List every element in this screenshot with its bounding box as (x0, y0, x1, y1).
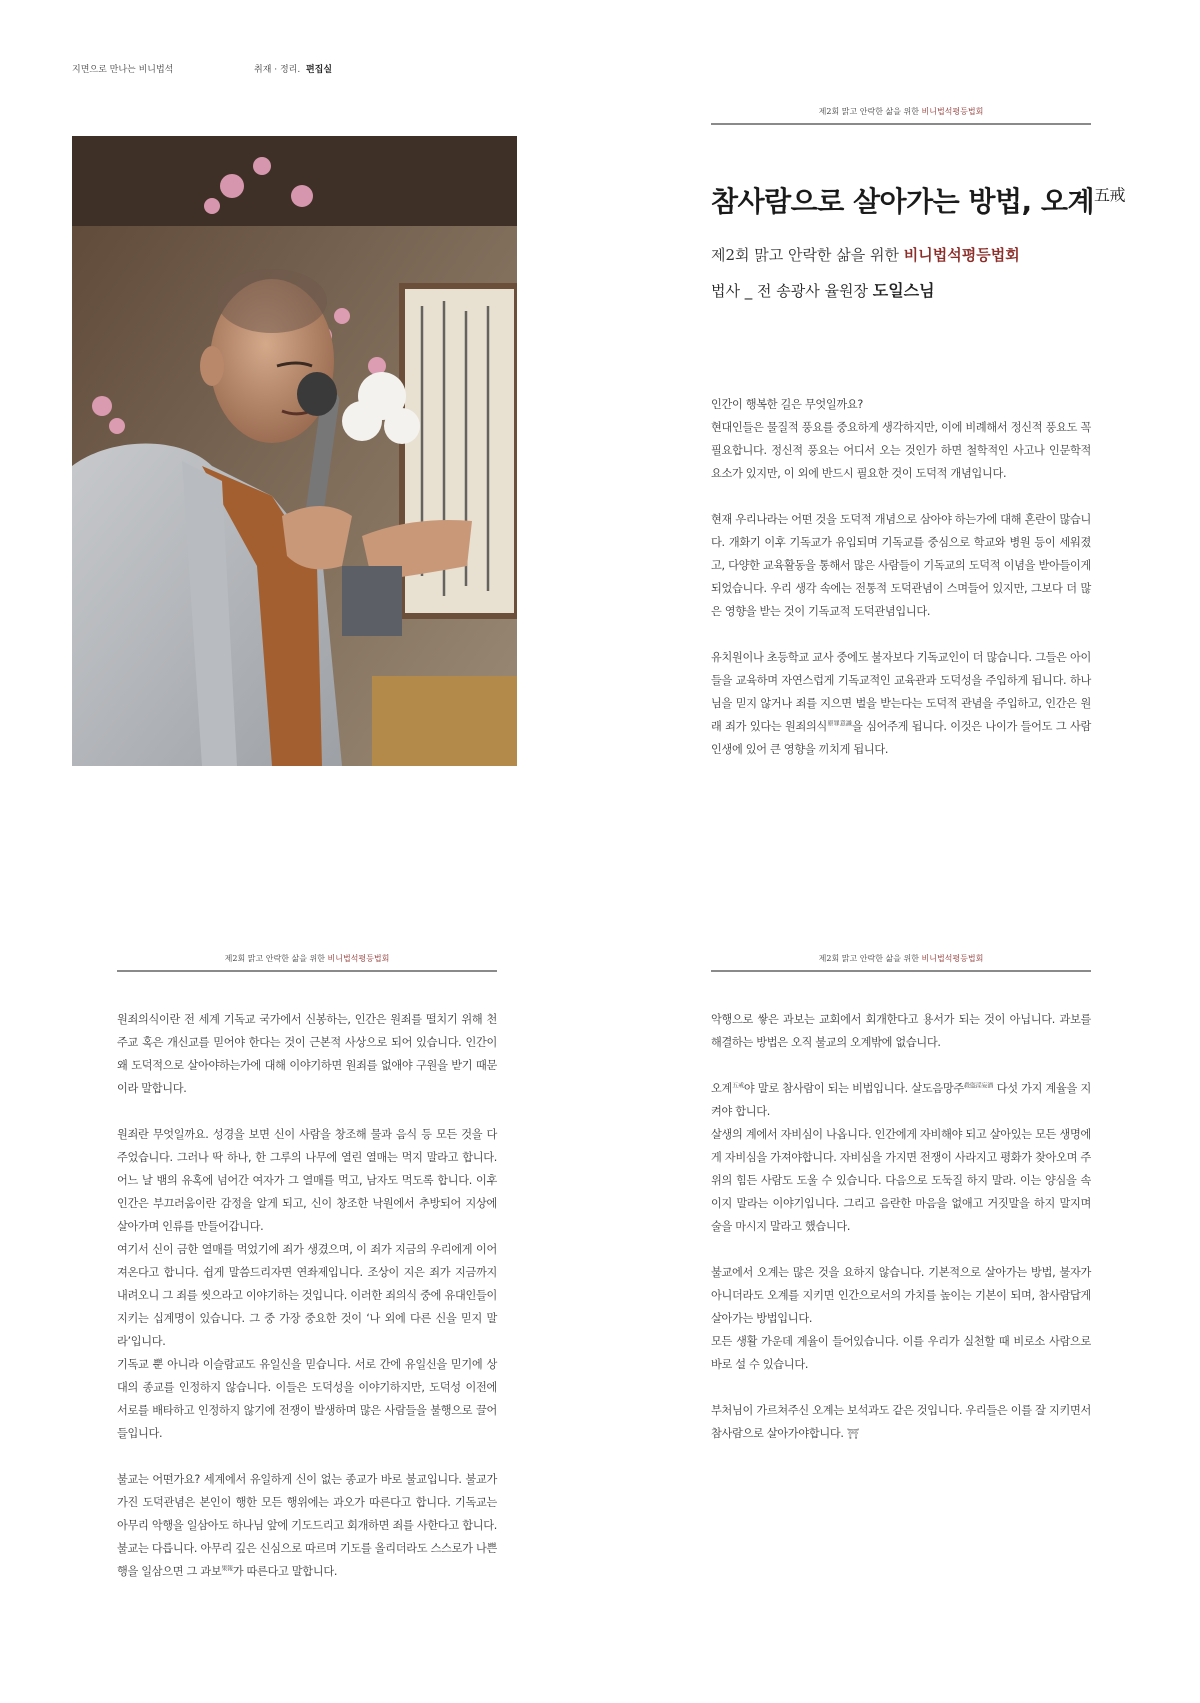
hanja-annotation: 五戒 (732, 1082, 744, 1090)
body-column-3 (711, 1008, 1091, 1446)
body-column-2 (117, 1008, 497, 1583)
body-column-1 (711, 393, 1091, 761)
paragraph (711, 646, 1091, 761)
end-mark-icon: ⛩ (846, 1429, 860, 1440)
credit-name: 편집실 (305, 65, 333, 75)
paragraph: 원죄란 무엇일까요. 성경을 보면 신이 사람을 창조해 물과 음식 등 모든 것을 다 주었습니다. 그러나 딱 하나, 한 그루의 나무에 열린 열매는 먹지 말라고 합니다. 어느 날 뱀의 유혹에 넘어간 여자가 그 열매를 먹고, 남자도 먹도록 합니다. 이후 인간은 부끄러움이란 감정을 알게 되고, 신이 창조한 낙원에서 추방되어 지상에 살아가며 인류를 만들어갑니다. (117, 1128, 497, 1233)
running-head-prefix: 제2회 맑고 안락한 삶을 위한 (818, 954, 919, 963)
subtitle-accent: 비니법석평등법회 (903, 246, 1020, 264)
running-head-accent: 비니법석평등법회 (327, 954, 390, 963)
hanja-annotation: 果報 (221, 1565, 233, 1573)
paragraph-text: 을 심어주게 됩니다. 이것은 나이가 들어도 그 사람 인생에 있어 큰 영향을 끼치게 됩니다. (711, 720, 1091, 756)
paragraph-text: 오계 (711, 1082, 733, 1095)
paragraph-text: 다섯 가지 계율을 지켜야 합니다. (711, 1082, 1091, 1118)
running-head-prefix: 제2회 맑고 안락한 삶을 위한 (224, 954, 325, 963)
credit-prefix: 취재 · 정리. (254, 65, 301, 75)
paragraph: 기독교 뿐 아니라 이슬람교도 유일신을 믿습니다. 서로 간에 유일신을 믿기에 상대의 종교를 인정하지 않습니다. 이들은 도덕성을 이야기하지만, 도덕성 이전에 서로를 배타하고 인정하지 않기에 전쟁이 발생하며 많은 사람들을 불행으로 끌어들입니다. (117, 1358, 497, 1440)
running-head-prefix: 제2회 맑고 안락한 삶을 위한 (818, 107, 919, 116)
paragraph-text: 가 따른다고 말합니다. (232, 1565, 338, 1578)
running-head (711, 953, 1091, 972)
running-head (711, 106, 1091, 125)
monk-lecture-illustration (72, 136, 517, 766)
hanja-annotation: 原罪意識 (827, 720, 852, 728)
running-head-accent: 비니법석평등법회 (921, 954, 984, 963)
paragraph-text: 야 말로 참사람이 되는 비법입니다. 살도음망주 (743, 1082, 964, 1095)
running-head-accent: 비니법석평등법회 (921, 107, 984, 116)
paragraph-text: 불교는 어떤가요? 세계에서 유일하게 신이 없는 종교가 바로 불교입니다. 불교가 가진 도덕관념은 본인이 행한 모든 행위에는 과오가 따른다고 합니다. 기독교는 아무리 악행을 일삼아도 하나님 앞에 기도드리고 회개하면 죄를 사한다고 합니다. 불교는 다릅니다. 아무리 깊은 신심으로 따르며 기도를 올리더라도 스스로가 나쁜 행을 일삼으면 그 과보 (117, 1473, 497, 1578)
paragraph: 불교에서 오계는 많은 것을 요하지 않습니다. 기본적으로 살아가는 방법, 불자가 아니더라도 오계를 지키면 인간으로서의 가치를 높이는 기본이 되며, 참사람답게 살아가는 방법입니다. (711, 1266, 1091, 1325)
article-title (711, 180, 1125, 220)
speaker-prefix: 법사 _ 전 송광사 율원장 (711, 282, 868, 300)
paragraph-text: 유치원이나 초등학교 교사 중에도 불자보다 기독교인이 더 많습니다. 그들은 아이들을 교육하며 자연스럽게 기독교적인 교육관과 도덕성을 주입하게 됩니다. 하나님을 믿지 않거나 죄를 지으면 벌을 받는다는 도덕적 관념을 주입하고, 인간은 원래 죄가 있다는 원죄의식 (711, 651, 1091, 733)
speaker-photo (72, 136, 517, 766)
credit-line (254, 62, 332, 75)
speaker-line (711, 278, 935, 301)
subtitle-prefix: 제2회 맑고 안락한 삶을 위한 (711, 246, 900, 264)
running-head (117, 953, 497, 972)
paragraph: 모든 생활 가운데 계율이 들어있습니다. 이를 우리가 실천할 때 비로소 사람으로 바로 설 수 있습니다. (711, 1335, 1091, 1371)
article-title-hanja: 五戒 (1094, 185, 1126, 205)
paragraph: 여기서 신이 금한 열매를 먹었기에 죄가 생겼으며, 이 죄가 지금의 우리에게 이어져온다고 합니다. 쉽게 말씀드리자면 연좌제입니다. 조상이 지은 죄가 지금까지 내려오니 그 죄를 씻으라고 이야기하는 것입니다. 이러한 죄의식 중에 유대인들이 지키는 십계명이 있습니다. 그 중 가장 중요한 것이 ‘나 외에 다른 신을 믿지 말라’입니다. (117, 1243, 497, 1348)
article-title-text: 참사람으로 살아가는 방법, 오계 (711, 185, 1095, 218)
section-label: 지면으로 만나는 비니법석 (72, 65, 174, 75)
paragraph: 현재 우리나라는 어떤 것을 도덕적 개념으로 삼아야 하는가에 대해 혼란이 많습니다. 개화기 이후 기독교가 유입되며 기독교를 중심으로 학교와 병원 등이 세워졌고, 다양한 교육활동을 통해서 많은 사람들이 기독교의 도덕적 이념을 받아들이게 되었습니다. 우리 생각 속에는 전통적 도덕관념이 스며들어 있지만, 그보다 더 많은 영향을 받는 것이 기독교적 도덕관념입니다. (711, 513, 1091, 618)
paragraph: 악행으로 쌓은 과보는 교회에서 회개한다고 용서가 되는 것이 아닙니다. 과보를 해결하는 방법은 오직 불교의 오계밖에 없습니다. (711, 1013, 1091, 1049)
paragraph (711, 1077, 1091, 1123)
paragraph: 현대인들은 물질적 풍요를 중요하게 생각하지만, 이에 비례해서 정신적 풍요도 꼭 필요합니다. 정신적 풍요는 어디서 오는 것인가 하면 철학적인 사고나 인문학적 요소가 있지만, 이 외에 반드시 필요한 것이 도덕적 개념입니다. (711, 421, 1091, 480)
speaker-name: 도일스님 (872, 281, 935, 300)
paragraph: 살생의 계에서 자비심이 나옵니다. 인간에게 자비해야 되고 살아있는 모든 생명에게 자비심을 가져야합니다. 자비심을 가지면 전쟁이 사라지고 평화가 찾아오며 주위의 힘든 사람도 도울 수 있습니다. 다음으로 도둑질 하지 말라. 이는 양심을 속이지 말라는 이야기입니다. 그리고 음란한 마음을 없애고 거짓말을 하지 말지며 술을 마시지 말라고 했습니다. (711, 1128, 1091, 1233)
paragraph: 원죄의식이란 전 세계 기독교 국가에서 신봉하는, 인간은 원죄를 떨치기 위해 천주교 혹은 개신교를 믿어야 한다는 것이 근본적 사상으로 되어 있습니다. 인간이 왜 도덕적으로 살아야하는가에 대해 이야기하면 원죄를 없애야 구원을 받기 때문이라 말합니다. (117, 1013, 497, 1095)
article-subtitle (711, 244, 1020, 265)
paragraph: 인간이 행복한 길은 무엇일까요? (711, 398, 863, 411)
hanja-annotation: 殺盜淫妄酒 (963, 1082, 994, 1090)
paragraph (711, 1399, 1091, 1446)
paragraph (117, 1468, 497, 1583)
paragraph-text: 부처님이 가르쳐주신 오계는 보석과도 같은 것입니다. 우리들은 이를 잘 지키면서 참사람으로 살아가야합니다. (711, 1404, 1091, 1440)
